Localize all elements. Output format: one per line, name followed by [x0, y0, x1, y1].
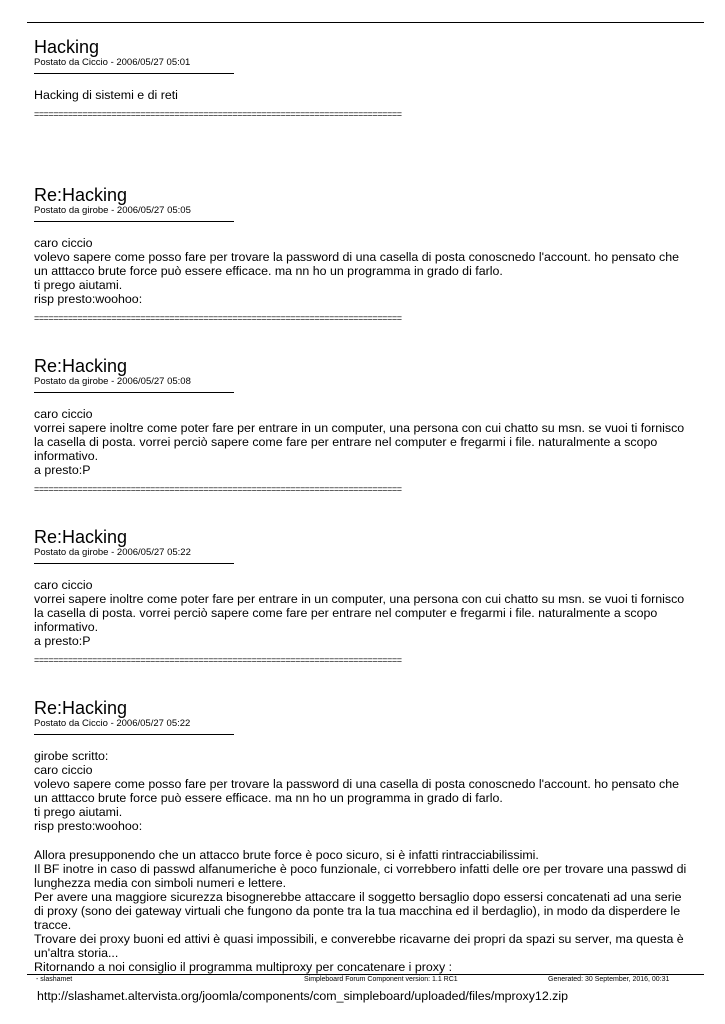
- meta-divider: [34, 734, 234, 735]
- post-paragraph: vorrei sapere inoltre come poter fare per entrare in un computer, una persona con cui chatto su msn. se vuoi ti fornisco la casella di posta. vorrei perciò sapere come fare per entrare nel computer e fregarmi i file. naturalmente a scopo informativo.: [34, 421, 685, 464]
- post-body: [34, 578, 694, 648]
- post-separator: ============================================================================: [34, 109, 402, 120]
- post-paragraph: caro ciccio: [34, 578, 93, 592]
- post-paragraph: volevo sapere come posso fare per trovare la password di una casella di posta conoscnedo l'account. ho pensato che un atttacco brute force può essere efficace. ma nn ho un programma in grado di farlo.: [34, 250, 680, 279]
- post-paragraph: girobe scritto:: [34, 749, 109, 763]
- meta-divider: [34, 73, 234, 74]
- post-paragraph: risp presto:woohoo:: [34, 819, 143, 834]
- post-title: Re:Hacking: [34, 698, 128, 718]
- post-body: [34, 88, 694, 102]
- post: [34, 527, 694, 698]
- post-paragraph: Allora presupponendo che un attacco brute force è poco sicuro, si è infatti rintracciabilissimi.: [34, 847, 539, 862]
- post-title: Hacking: [34, 37, 100, 57]
- post-body: [34, 749, 694, 1003]
- post-meta: Postato da Ciccio - 2006/05/27 05:01: [34, 57, 191, 68]
- post-paragraph: Hacking di sistemi e di reti: [34, 88, 178, 102]
- post-paragraph: Il BF inotre in caso di passwd alfanumeriche è poco funzionale, ci vorrebbero infatti delle ore per trovare una passwd di lunghezza media con simboli numeri e lettere.: [34, 861, 687, 890]
- post-body: [34, 236, 694, 306]
- post-paragraph: Ritornando a noi consiglio il programma multiproxy per concatenare i proxy :: [34, 960, 453, 975]
- post-separator: ============================================================================: [34, 655, 402, 666]
- top-rule: [27, 22, 704, 23]
- post-paragraph: ti prego aiutami.: [34, 805, 123, 820]
- post-body: [34, 407, 694, 477]
- post-meta: Postato da girobe - 2006/05/27 05:22: [34, 547, 191, 558]
- paragraph-gap: [34, 834, 694, 848]
- post-paragraph: caro ciccio: [34, 763, 93, 778]
- post: [34, 185, 694, 356]
- download-link[interactable]: http://slashamet.altervista.org/joomla/components/com_simpleboard/uploaded/files/mproxy12.zip: [37, 988, 569, 1003]
- footer-rule: [27, 974, 704, 975]
- post-paragraph: a presto:P: [34, 634, 91, 649]
- footer-center: Simpleboard Forum Component version: 1.1 RC1: [304, 976, 458, 983]
- post-separator: ============================================================================: [34, 313, 402, 324]
- post-title: Re:Hacking: [34, 185, 128, 205]
- post-meta: Postato da Ciccio - 2006/05/27 05:22: [34, 718, 191, 729]
- post-paragraph: caro ciccio: [34, 407, 93, 421]
- post-meta: Postato da girobe - 2006/05/27 05:08: [34, 376, 191, 387]
- post-paragraph: risp presto:woohoo:: [34, 292, 143, 307]
- footer-right: Generated: 30 September, 2016, 00:31: [548, 976, 670, 983]
- post-paragraph: Per avere una maggiore sicurezza bisognerebbe attaccare il soggetto bersaglio dopo essersi concatenati ad una serie di proxy (sono dei gateway virtuali che fungono da ponte tra la tua macchina ed il berdaglio), in modo da disperdere le tracce.: [34, 889, 682, 933]
- post-paragraph: a presto:P: [34, 463, 91, 478]
- post-meta: Postato da girobe - 2006/05/27 05:05: [34, 205, 191, 216]
- post-paragraph: ti prego aiutami.: [34, 278, 123, 293]
- footer-left: - slashamet: [36, 976, 73, 983]
- meta-divider: [34, 563, 234, 564]
- post-title: Re:Hacking: [34, 527, 128, 547]
- post-separator: ============================================================================: [34, 484, 402, 495]
- meta-divider: [34, 221, 234, 222]
- post-paragraph: volevo sapere come posso fare per trovare la password di una casella di posta conoscnedo l'account. ho pensato che un atttacco brute force può essere efficace. ma nn ho un programma in grado di farlo.: [34, 777, 680, 806]
- post-title: Re:Hacking: [34, 356, 128, 376]
- post: [34, 356, 694, 527]
- post: [34, 698, 694, 1003]
- post-paragraph: caro ciccio: [34, 236, 93, 250]
- post-paragraph: Trovare dei proxy buoni ed attivi è quasi impossibili, e converebbe ricavarne dei propri da spazi su server, ma questa è un'altra storia...: [34, 932, 684, 961]
- post-paragraph: vorrei sapere inoltre come poter fare per entrare in un computer, una persona con cui chatto su msn. se vuoi ti fornisco la casella di posta. vorrei perciò sapere come fare per entrare nel computer e fregarmi i file. naturalmente a scopo informativo.: [34, 592, 685, 635]
- post: [34, 37, 694, 185]
- meta-divider: [34, 392, 234, 393]
- post-list: [34, 37, 694, 1003]
